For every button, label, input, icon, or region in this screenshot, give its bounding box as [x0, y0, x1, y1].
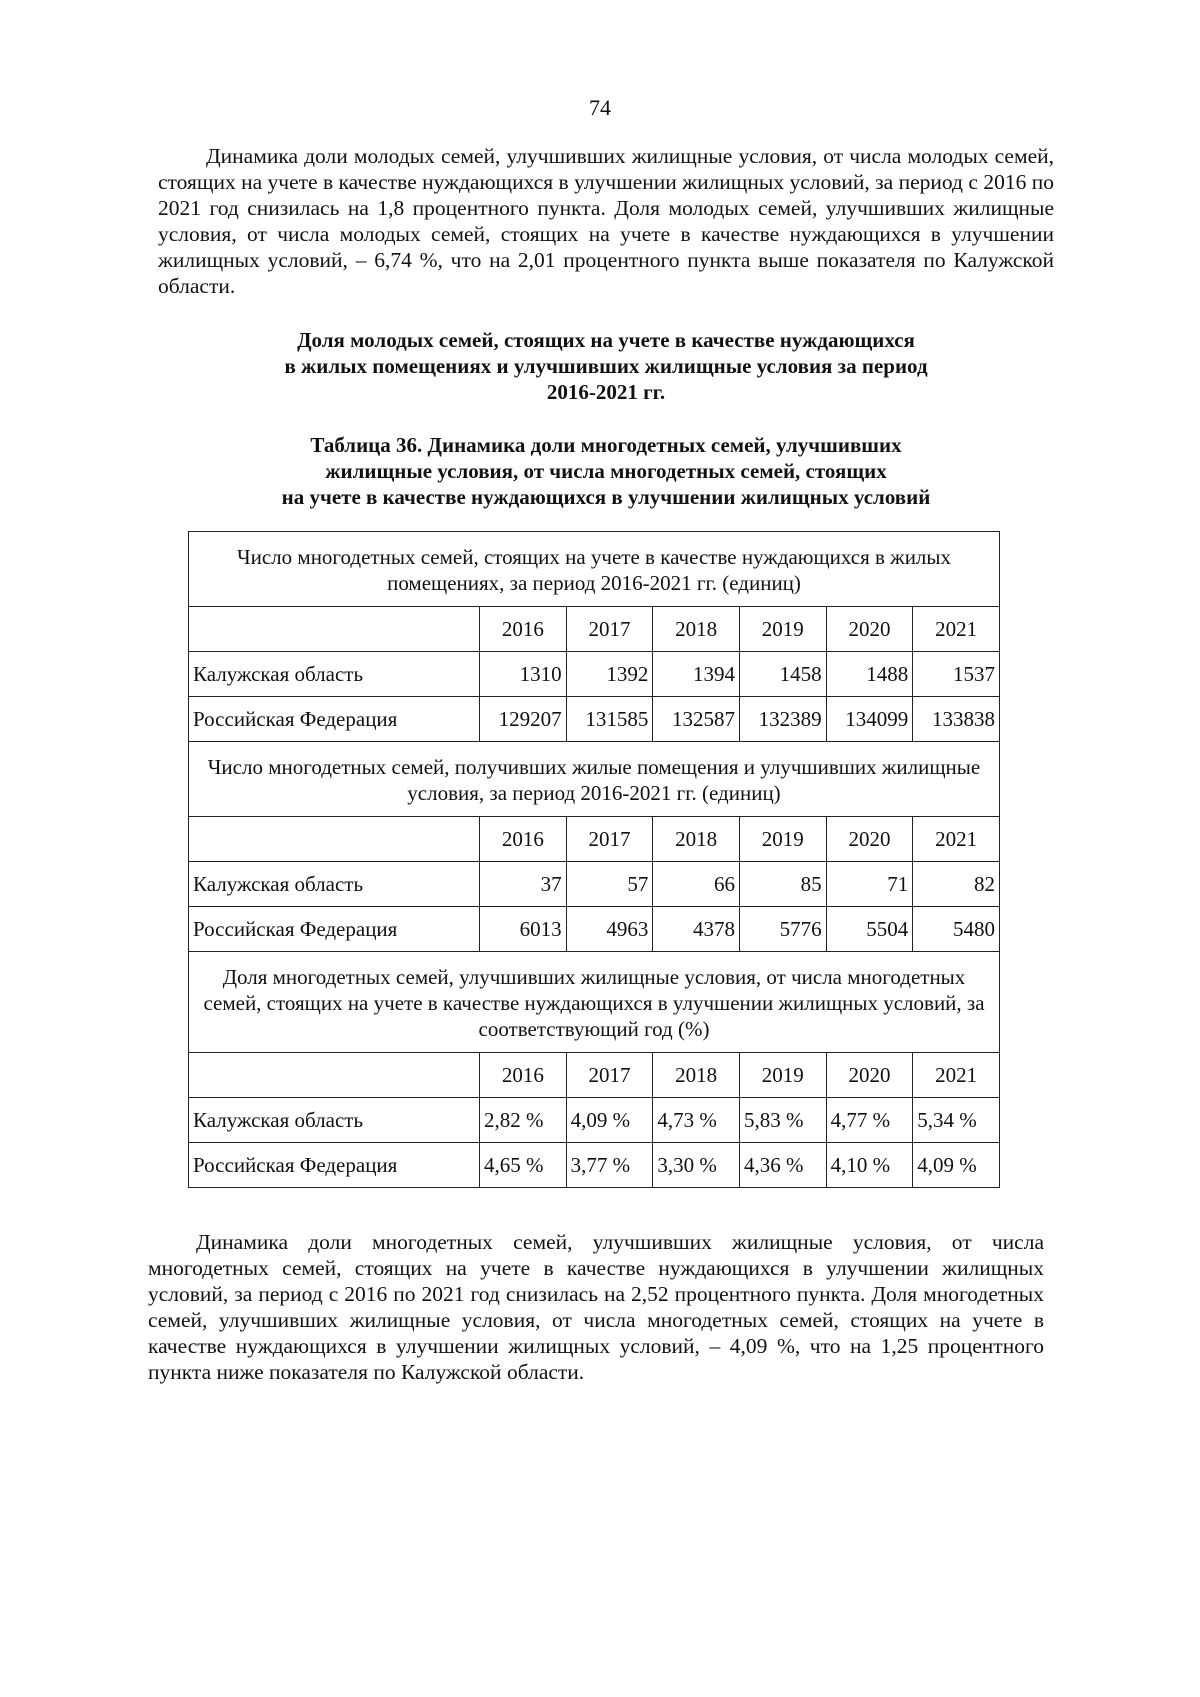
- value-cell: 37: [480, 862, 567, 907]
- table-row: [189, 697, 1000, 742]
- statistics-table: [188, 531, 1000, 1188]
- value-cell: 5,83 %: [739, 1098, 826, 1143]
- value-cell: 1458: [739, 652, 826, 697]
- row-label: Калужская область: [189, 652, 480, 697]
- year-cell: 2018: [653, 817, 740, 862]
- section-heading-line: в жилых помещениях и улучшивших жилищные условия за период: [284, 354, 928, 378]
- section-heading-line: 2016-2021 гг.: [546, 380, 666, 404]
- table-row: [189, 1098, 1000, 1143]
- table-row: [189, 907, 1000, 952]
- row-label: Российская Федерация: [189, 907, 480, 952]
- empty-corner-cell: [189, 607, 480, 652]
- value-cell: 4,65 %: [480, 1143, 567, 1188]
- value-cell: 4963: [566, 907, 653, 952]
- year-cell: 2021: [913, 607, 1000, 652]
- value-cell: 2,82 %: [480, 1098, 567, 1143]
- value-cell: 4,36 %: [739, 1143, 826, 1188]
- row-label: Калужская область: [189, 862, 480, 907]
- value-cell: 1310: [480, 652, 567, 697]
- value-cell: 57: [566, 862, 653, 907]
- value-cell: 5,34 %: [913, 1098, 1000, 1143]
- table-row: [189, 1143, 1000, 1188]
- value-cell: 134099: [826, 697, 913, 742]
- year-cell: 2021: [913, 817, 1000, 862]
- table-caption-line: на учете в качестве нуждающихся в улучшении жилищных условий: [281, 485, 931, 509]
- section-title: Число многодетных семей, стоящих на учете в качестве нуждающихся в жилых помещениях, за период 2016-2021 гг. (единиц): [189, 532, 1000, 607]
- year-cell: 2017: [566, 607, 653, 652]
- row-label: Российская Федерация: [189, 697, 480, 742]
- empty-corner-cell: [189, 817, 480, 862]
- value-cell: 4,10 %: [826, 1143, 913, 1188]
- value-cell: 3,30 %: [653, 1143, 740, 1188]
- row-label: Калужская область: [189, 1098, 480, 1143]
- value-cell: 82: [913, 862, 1000, 907]
- page-number: 74: [589, 95, 611, 120]
- table-year-row: [189, 1053, 1000, 1098]
- table-caption-line: Таблица 36. Динамика доли многодетных семей, улучшивших: [310, 433, 902, 457]
- value-cell: 66: [653, 862, 740, 907]
- table-section-header: [189, 742, 1000, 817]
- value-cell: 132587: [653, 697, 740, 742]
- value-cell: 5776: [739, 907, 826, 952]
- table-row: [189, 652, 1000, 697]
- year-cell: 2020: [826, 817, 913, 862]
- value-cell: 132389: [739, 697, 826, 742]
- year-cell: 2019: [739, 607, 826, 652]
- table-caption-line: жилищные условия, от числа многодетных семей, стоящих: [325, 459, 887, 483]
- value-cell: 133838: [913, 697, 1000, 742]
- year-cell: 2021: [913, 1053, 1000, 1098]
- value-cell: 4,09 %: [913, 1143, 1000, 1188]
- value-cell: 131585: [566, 697, 653, 742]
- table-year-row: [189, 817, 1000, 862]
- value-cell: 5504: [826, 907, 913, 952]
- table-year-row: [189, 607, 1000, 652]
- year-cell: 2019: [739, 1053, 826, 1098]
- value-cell: 4378: [653, 907, 740, 952]
- value-cell: 1537: [913, 652, 1000, 697]
- value-cell: 4,73 %: [653, 1098, 740, 1143]
- value-cell: 5480: [913, 907, 1000, 952]
- empty-corner-cell: [189, 1053, 480, 1098]
- value-cell: 85: [739, 862, 826, 907]
- year-cell: 2018: [653, 607, 740, 652]
- intro-paragraph: Динамика доли молодых семей, улучшивших жилищные условия, от числа молодых семей, стоящих на учете в качестве нуждающихся в улучшении жилищных условий, за период с 2016 по 2021 год снизилась на 1,8 процентного пункта. Доля молодых семей, улучшивших жилищные условия, от числа молодых семей, стоящих на учете в качестве нуждающихся в улучшении жилищных условий, – 6,74 %, что на 2,01 процентного пункта выше показателя по Калужской области.: [158, 144, 1054, 298]
- year-cell: 2020: [826, 1053, 913, 1098]
- year-cell: 2020: [826, 607, 913, 652]
- year-cell: 2016: [480, 607, 567, 652]
- year-cell: 2016: [480, 817, 567, 862]
- year-cell: 2017: [566, 1053, 653, 1098]
- value-cell: 3,77 %: [566, 1143, 653, 1188]
- section-heading: [158, 327, 1054, 405]
- year-cell: 2019: [739, 817, 826, 862]
- table-section-header: [189, 952, 1000, 1053]
- value-cell: 1392: [566, 652, 653, 697]
- value-cell: 1488: [826, 652, 913, 697]
- conclusion-paragraph: Динамика доли многодетных семей, улучшивших жилищные условия, от числа многодетных семей, стоящих на учете в качестве нуждающихся в улучшении жилищных условий, за период с 2016 по 2021 год снизилась на 2,52 процентного пункта. Доля многодетных семей, улучшивших жилищные условия, от числа многодетных семей, стоящих на учете в качестве нуждающихся в улучшении жилищных условий, – 4,09 %, что на 1,25 процентного пункта ниже показателя по Калужской области.: [148, 1230, 1044, 1384]
- year-cell: 2017: [566, 817, 653, 862]
- value-cell: 4,09 %: [566, 1098, 653, 1143]
- year-cell: 2016: [480, 1053, 567, 1098]
- value-cell: 129207: [480, 697, 567, 742]
- section-heading-line: Доля молодых семей, стоящих на учете в качестве нуждающихся: [297, 328, 915, 352]
- table-row: [189, 862, 1000, 907]
- value-cell: 1394: [653, 652, 740, 697]
- table-caption: [158, 432, 1054, 510]
- value-cell: 4,77 %: [826, 1098, 913, 1143]
- table-section-header: [189, 532, 1000, 607]
- section-title: Число многодетных семей, получивших жилые помещения и улучшивших жилищные условия, за период 2016-2021 гг. (единиц): [189, 742, 1000, 817]
- row-label: Российская Федерация: [189, 1143, 480, 1188]
- year-cell: 2018: [653, 1053, 740, 1098]
- value-cell: 71: [826, 862, 913, 907]
- section-title: Доля многодетных семей, улучшивших жилищные условия, от числа многодетных семей, стоящих на учете в качестве нуждающихся в улучшении жилищных условий, за соответствующий год (%): [189, 952, 1000, 1053]
- value-cell: 6013: [480, 907, 567, 952]
